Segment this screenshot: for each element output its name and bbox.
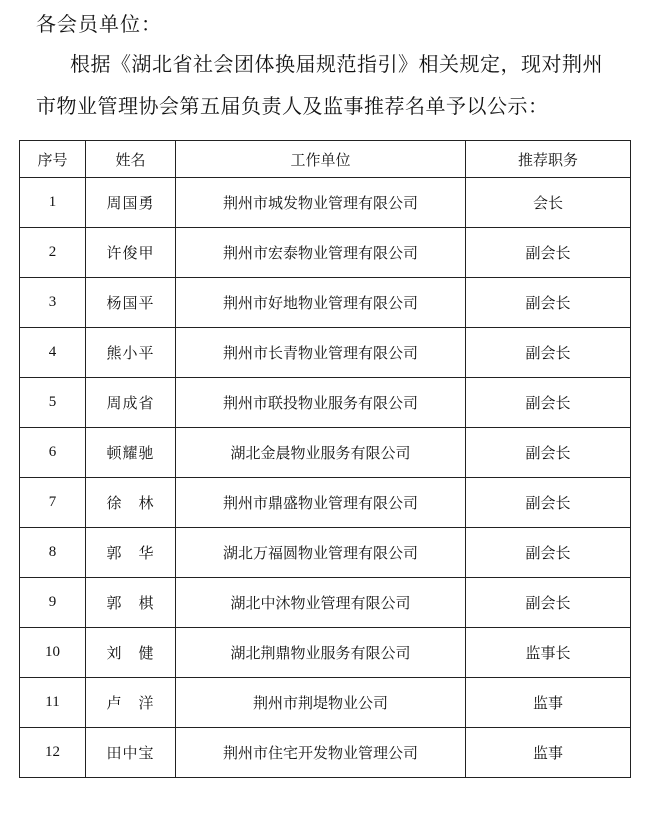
cell-role: 监事 [466, 728, 631, 778]
cell-unit: 荆州市住宅开发物业管理公司 [176, 728, 466, 778]
cell-role: 会长 [466, 178, 631, 228]
cell-role: 监事 [466, 678, 631, 728]
cell-name: 周国勇 [86, 178, 176, 228]
cell-unit: 湖北万福圆物业管理有限公司 [176, 528, 466, 578]
cell-seq: 2 [20, 228, 86, 278]
table-row [20, 578, 631, 628]
cell-role: 副会长 [466, 478, 631, 528]
cell-name: 顿耀驰 [86, 428, 176, 478]
cell-role: 副会长 [466, 228, 631, 278]
cell-role: 副会长 [466, 578, 631, 628]
table-row [20, 728, 631, 778]
cell-seq: 10 [20, 628, 86, 678]
salutation: 各会员单位： [36, 12, 162, 36]
table-row [20, 178, 631, 228]
table-row [20, 278, 631, 328]
table-row [20, 678, 631, 728]
cell-unit: 荆州市长青物业管理有限公司 [176, 328, 466, 378]
cell-role: 副会长 [466, 528, 631, 578]
table-row [20, 478, 631, 528]
cell-unit: 荆州市好地物业管理有限公司 [176, 278, 466, 328]
cell-name: 郭 华 [86, 528, 176, 578]
cell-unit: 荆州市城发物业管理有限公司 [176, 178, 466, 228]
cell-unit: 湖北中沐物业管理有限公司 [176, 578, 466, 628]
cell-name: 徐 林 [86, 478, 176, 528]
cell-seq: 7 [20, 478, 86, 528]
cell-unit: 湖北荆鼎物业服务有限公司 [176, 628, 466, 678]
table-row [20, 428, 631, 478]
cell-seq: 1 [20, 178, 86, 228]
cell-seq: 9 [20, 578, 86, 628]
cell-role: 副会长 [466, 278, 631, 328]
table-row [20, 528, 631, 578]
notice-paragraph-line-1: 根据《湖北省社会团体换届规范指引》相关规定，现对荆州 [70, 52, 603, 76]
table-header-row [20, 141, 631, 178]
cell-unit: 荆州市宏泰物业管理有限公司 [176, 228, 466, 278]
cell-seq: 4 [20, 328, 86, 378]
cell-role: 副会长 [466, 328, 631, 378]
cell-unit: 湖北金晨物业服务有限公司 [176, 428, 466, 478]
cell-name: 郭 棋 [86, 578, 176, 628]
cell-name: 杨国平 [86, 278, 176, 328]
cell-role: 监事长 [466, 628, 631, 678]
header-seq: 序号 [20, 141, 86, 178]
cell-role: 副会长 [466, 428, 631, 478]
header-role: 推荐职务 [466, 141, 631, 178]
cell-name: 周成省 [86, 378, 176, 428]
table-row [20, 378, 631, 428]
cell-seq: 8 [20, 528, 86, 578]
cell-unit: 荆州市联投物业服务有限公司 [176, 378, 466, 428]
cell-seq: 5 [20, 378, 86, 428]
notice-paragraph-line-2: 市物业管理协会第五届负责人及监事推荐名单予以公示： [36, 94, 549, 118]
cell-name: 卢 洋 [86, 678, 176, 728]
cell-seq: 6 [20, 428, 86, 478]
cell-name: 许俊甲 [86, 228, 176, 278]
cell-seq: 12 [20, 728, 86, 778]
header-unit: 工作单位 [176, 141, 466, 178]
nominee-table [19, 140, 631, 778]
cell-name: 刘 健 [86, 628, 176, 678]
cell-unit: 荆州市鼎盛物业管理有限公司 [176, 478, 466, 528]
table-row [20, 628, 631, 678]
table-row [20, 328, 631, 378]
table-row [20, 228, 631, 278]
cell-name: 熊小平 [86, 328, 176, 378]
cell-name: 田中宝 [86, 728, 176, 778]
cell-seq: 11 [20, 678, 86, 728]
cell-unit: 荆州市荆堤物业公司 [176, 678, 466, 728]
header-name: 姓名 [86, 141, 176, 178]
cell-seq: 3 [20, 278, 86, 328]
cell-role: 副会长 [466, 378, 631, 428]
